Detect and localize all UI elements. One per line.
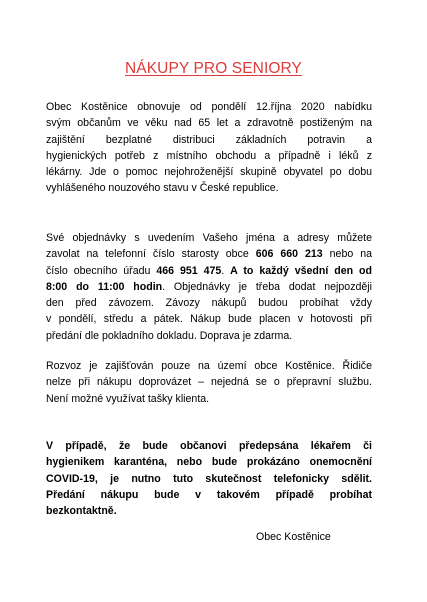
orders-line: den před závozem. Závozy nákupů budou probíhat vždy — [46, 297, 372, 310]
orders-line — [46, 246, 372, 262]
intro-line: lékárny. Jde o pomoc nejohroženější skupině obyvatel po dobu — [46, 166, 372, 179]
delivery-paragraph — [46, 358, 372, 407]
orders-text: . — [221, 264, 231, 277]
document-title: NÁKUPY PRO SENIORY — [125, 60, 302, 77]
quarantine-line: hygienikem karanténa, nebo bude prokázáno onemocnění — [46, 456, 372, 469]
intro-line: vyhlášeného nouzového stavu v České republice. — [46, 182, 279, 195]
hours-text: 8:00 do 11:00 hodin — [46, 280, 163, 293]
orders-line: Své objednávky s uvedením Vašeho jména a adresy můžete — [46, 232, 372, 244]
intro-line: Obec Kostěnice obnovuje od pondělí 12.října 2020 nabídku — [46, 101, 372, 113]
quarantine-line: COVID-19, je nutno tuto skutečnost telefonicky sdělit. — [46, 472, 372, 485]
quarantine-line: bezkontaktně. — [46, 505, 117, 518]
orders-paragraph — [46, 230, 372, 344]
orders-line: v pondělí, středu a pátek. Nákup bude placen v hotovosti při — [46, 313, 372, 326]
orders-line — [46, 279, 372, 295]
delivery-line: Rozvoz je zajišťován pouze na území obce Kostěnice. Řidiče — [46, 360, 372, 372]
intro-paragraph — [46, 99, 372, 197]
intro-line: zajištění bezplatné distribuci základních potravin a — [46, 133, 372, 146]
orders-text: číslo obecního úřadu — [46, 264, 157, 277]
orders-text: . Objednávky je třeba dodat nejpozději — [162, 280, 372, 293]
signature: Obec Kostěnice — [256, 531, 331, 543]
orders-text: zavolat na telefonní číslo starosty obce — [46, 248, 256, 261]
orders-line: předání dle pokladního dokladu. Doprava je zdarma. — [46, 329, 293, 342]
delivery-line: Není možné využívat tašky klienta. — [46, 392, 210, 405]
quarantine-line: Předání nákupu bude v takovém případě probíhat — [46, 488, 372, 501]
orders-text: nebo na — [322, 248, 372, 261]
intro-line: svým občanům ve věku nad 65 let a zdravotně postiženým na — [46, 117, 372, 130]
quarantine-paragraph — [46, 438, 372, 519]
mayor-phone-number: 606 660 213 — [255, 248, 323, 261]
office-phone-number: 466 951 475 — [156, 264, 222, 277]
orders-line — [46, 263, 372, 279]
hours-text: A to každý všední den od — [230, 264, 372, 277]
delivery-line: nelze při nákupu doprovázet – nejedná se o přepravní službu. — [46, 376, 372, 389]
intro-line: hygienických potřeb z místního obchodu a případně i léků z — [46, 149, 372, 162]
quarantine-line: V případě, že bude občanovi předepsána lékařem či — [46, 440, 372, 452]
